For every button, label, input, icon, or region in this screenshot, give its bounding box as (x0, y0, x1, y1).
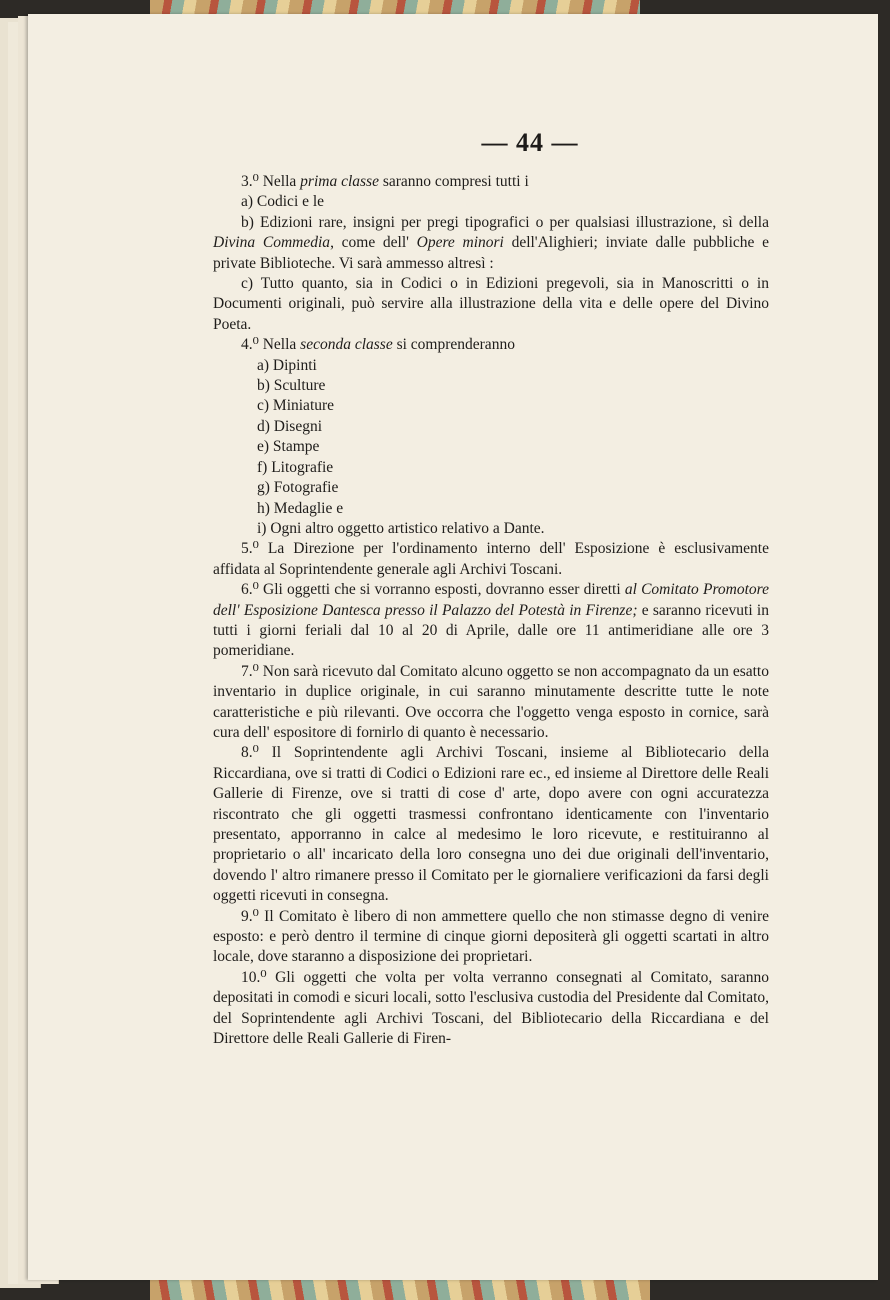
article-10: 10.⁰ Gli oggetti che volta per volta verranno consegnati al Comitato, saranno depositati in comodi e sicuri locali, sotto l'esclusiva custodia del Presidente dal Comitato, del Soprintendente agli Archivi Toscani, del Bibliotecario della Riccardiana e del Direttore delle Reali Gallerie di Firen- (213, 968, 769, 1048)
list-item: b) Sculture (257, 377, 326, 395)
article-6: 6.⁰ Gli oggetti che si vorranno esposti, dovranno esser diretti al Comitato Promotore dell' Esposizione Dantesca presso il Palazzo del Potestà in Firenze; e saranno ricevuti in tutti i giorni feriali dal 10 al 20 di Aprile, dalle ore 11 antimeridiane alle ore 3 pomeridiane. (213, 581, 769, 660)
list-item: i) Ogni altro oggetto artistico relativo a Dante. (257, 519, 545, 537)
article-8: 8.⁰ Il Soprintendente agli Archivi Toscani, insieme al Bibliotecario della Riccardiana, ove si tratti di Codici o Edizioni rare ec., ed insieme al Direttore delle Reali Gallerie di Firenze, ove si tratti di cose d' arte, dopo avere con ogni accuratezza riscontrato che gli oggetti trasmessi confrontano identicamente con l'inventario presentato, apporranno in calce al medesimo le loro ricevute, e restituiranno al proprietario o all' incaricato della loro consegna uno dei due originali dell'inventario, dovendo l' altro rimanere presso il Comitato per le giornaliere verificazioni da farsi degli oggetti ricevuti in consegna. (213, 744, 769, 905)
article-3-intro: 3.⁰ Nella prima classe saranno compresi tutti i (241, 173, 529, 190)
list-item: g) Fotografie (257, 479, 339, 497)
marbled-endpaper-bottom (150, 1280, 650, 1300)
article-3-item-a: a) Codici e le (241, 193, 325, 211)
article-3-item-b: b) Edizioni rare, insigni per pregi tipografici o per qualsiasi illustrazione, sì della Divina Commedia, come dell' Opere minori dell'Alighieri; inviate dalle pubbliche e private Biblioteche. Vi sarà ammesso altresì : (213, 213, 769, 272)
list-item: c) Miniature (257, 397, 335, 415)
list-item: f) Litografie (257, 458, 334, 476)
article-7: 7.⁰ Non sarà ricevuto dal Comitato alcuno oggetto se non accompagnato da un esatto inventario in duplice originale, in cui saranno minutamente descritte tutte le note caratteristiche e più rilevanti. Ove occorra che l'oggetto venga esposto in cornice, sarà cura dell' espositore di fornirlo di quanto è necessario. (213, 662, 769, 741)
list-item: e) Stampe (257, 438, 320, 456)
list-item: h) Medaglie e (257, 499, 344, 517)
article-4-intro: 4.⁰ Nella seconda classe si comprenderanno (241, 336, 515, 354)
list-item: a) Dipinti (257, 356, 317, 374)
page-number: — 44 — (481, 128, 579, 157)
page-body (213, 172, 769, 1049)
article-9: 9.⁰ Il Comitato è libero di non ammettere quello che non stimasse degno di venire esposto: e però dentro il termine di cinque giorni depositerà gli oggetti scartati in altro locale, dove staranno a disposizione dei proprietari. (213, 907, 769, 966)
list-item: d) Disegni (257, 417, 323, 435)
article-3-item-c: c) Tutto quanto, sia in Codici o in Edizioni pregevoli, sia in Manoscritti o in Documenti originali, può servire alla illustrazione della vita e delle opere del Divino Poeta. (213, 275, 769, 333)
article-5: 5.⁰ La Direzione per l'ordinamento interno dell' Esposizione è esclusivamente affidata al Soprintendente generale agli Archivi Toscani. (213, 540, 769, 578)
